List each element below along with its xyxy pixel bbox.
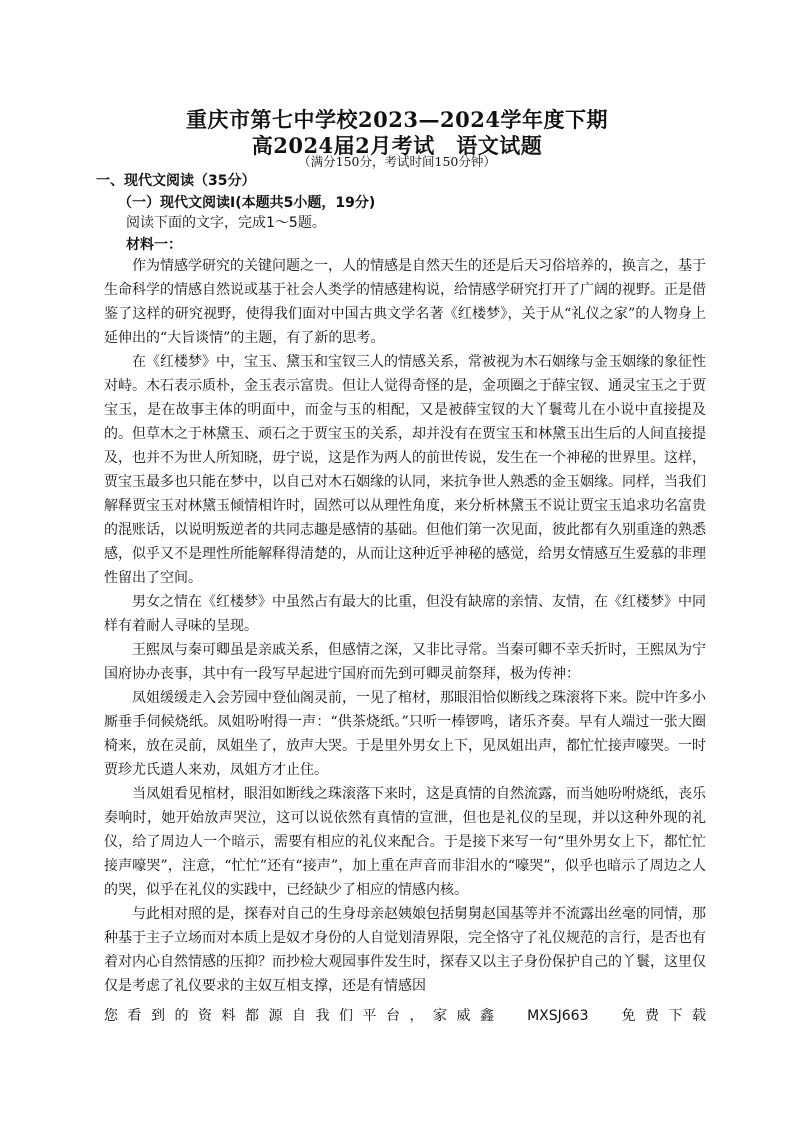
passage-paragraph: 与此相对照的是，探春对自己的生身母亲赵姨娘包括舅舅赵国基等并不流露出丝毫的同情，那种基于主子立场而对本质上是奴才身份的人自觉划清界限，完全恪守了礼仪规范的言行，是否也有着对内心自然情感的压抑？而抄检大观园事件发生时，探春又以主子身份保护自己的丫鬟，这里仅仅是考虑了礼仪要求的主奴互相支撑，还是有情感因 [104, 906, 706, 994]
passage-paragraph: 当凤姐看见棺材，眼泪如断线之珠滚落下来时，这是真情的自然流露，而当她吩咐烧纸，丧乐奏响时，她开始放声哭泣，这可以说依然有真情的宣泄，但也是礼仪的呈现，并以这种外现的礼仪，给了周边人一个暗示，需要有相应的礼仪来配合。于是接下来写一句“里外男女上下，都忙忙接声嚎哭”，注意，“忙忙”还有“接声”，加上重在声音而非泪水的“嚎哭”，似乎也暗示了周边之人的哭，似乎在礼仪的实践中，已经缺少了相应的情感内核。 [104, 786, 706, 898]
passage-paragraph: 在《红楼梦》中，宝玉、黛玉和宝钗三人的情感关系，常被视为木石姻缘与金玉姻缘的象征性对峙。木石表示质朴，金玉表示富贵。但让人觉得奇怪的是，金项圈之于薛宝钗、通灵宝玉之于贾宝玉，是在故事主体的明面中，而金与玉的相配，又是被薛宝钗的大丫鬟莺儿在小说中直接提及的。但草木之于林黛玉、顽石之于贾宝玉的关系，却并没有在贾宝玉和林黛玉出生后的人间直接提及，也并不为世人所知晓，毋宁说，这是作为两人的前世传说，发生在一个神秘的世界里。这样，贾宝玉最多也只能在梦中，以自己对木石姻缘的认同，来抗争世人熟悉的金玉姻缘。同样，当我们解释贾宝玉对林黛玉倾情相许时，固然可以从理性角度，来分析林黛玉不说让贾宝玉追求功名富贵的混账话，以说明叛逆者的共同志趣是感情的基础。但他们第一次见面，彼此都有久别重逢的熟悉感，似乎又不是理性所能解释得清楚的，从而让这种近乎神秘的感觉，给男女情感互生爱慕的非理性留出了空间。 [104, 354, 706, 586]
passage-paragraph: 王熙凤与秦可卿虽是亲戚关系，但感情之深，又非比寻常。当秦可卿不幸夭折时，王熙凤为宁国府协办丧事，其中有一段写早起进宁国府而先到可卿灵前祭拜，极为传神： [104, 642, 706, 682]
exam-title-line2: 高2024届2月考试 语文试题 [251, 133, 543, 158]
passage-paragraph: 男女之情在《红楼梦》中虽然占有最大的比重，但没有缺席的亲情、友情，在《红楼梦》中同样有着耐人寻味的呈现。 [104, 594, 706, 634]
section-heading: 一、现代文阅读（35分） [96, 173, 256, 189]
subsection-heading: （一）现代文阅读Ⅰ(本题共5小题，19分) [118, 195, 376, 211]
passage-quote-paragraph: 凤姐缓缓走入会芳园中登仙阁灵前，一见了棺材，那眼泪恰似断线之珠滚将下来。院中许多小厮垂手伺候烧纸。凤姐吩咐得一声：“供茶烧纸。”只听一棒锣鸣，诸乐齐奏。早有人端过一张大圈椅来，放在灵前，凤姐坐了，放声大哭。于是里外男女上下，见凤姐出声，都忙忙接声嚎哭。一时贾珍尤氏遣人来劝，凤姐方才止住。 [104, 690, 706, 778]
reading-instruction: 阅读下面的文字，完成1～5题。 [126, 215, 326, 231]
exam-subtitle: （满分150分，考试时间150分钟） [298, 154, 496, 169]
material-label: 材料一： [126, 237, 182, 253]
reading-passage [104, 254, 706, 998]
footer-watermark-text: 您看到的资料都源自我们平台，家威鑫 MXSJ663 免费下载 [104, 1008, 706, 1024]
exam-title-line1: 重庆市第七中学校2023—2024学年度下期 [186, 107, 608, 132]
passage-paragraph: 作为情感学研究的关键问题之一，人的情感是自然天生的还是后天习俗培养的，换言之，基于生命科学的情感自然说或基于社会人类学的情感建构说，给情感学研究打开了广阔的视野。正是借鉴了这样的研究视野，使得我们面对中国古典文学名著《红楼梦》，关于从“礼仪之家”的人物身上延伸出的“大旨谈情”的主题，有了新的思考。 [104, 258, 706, 346]
